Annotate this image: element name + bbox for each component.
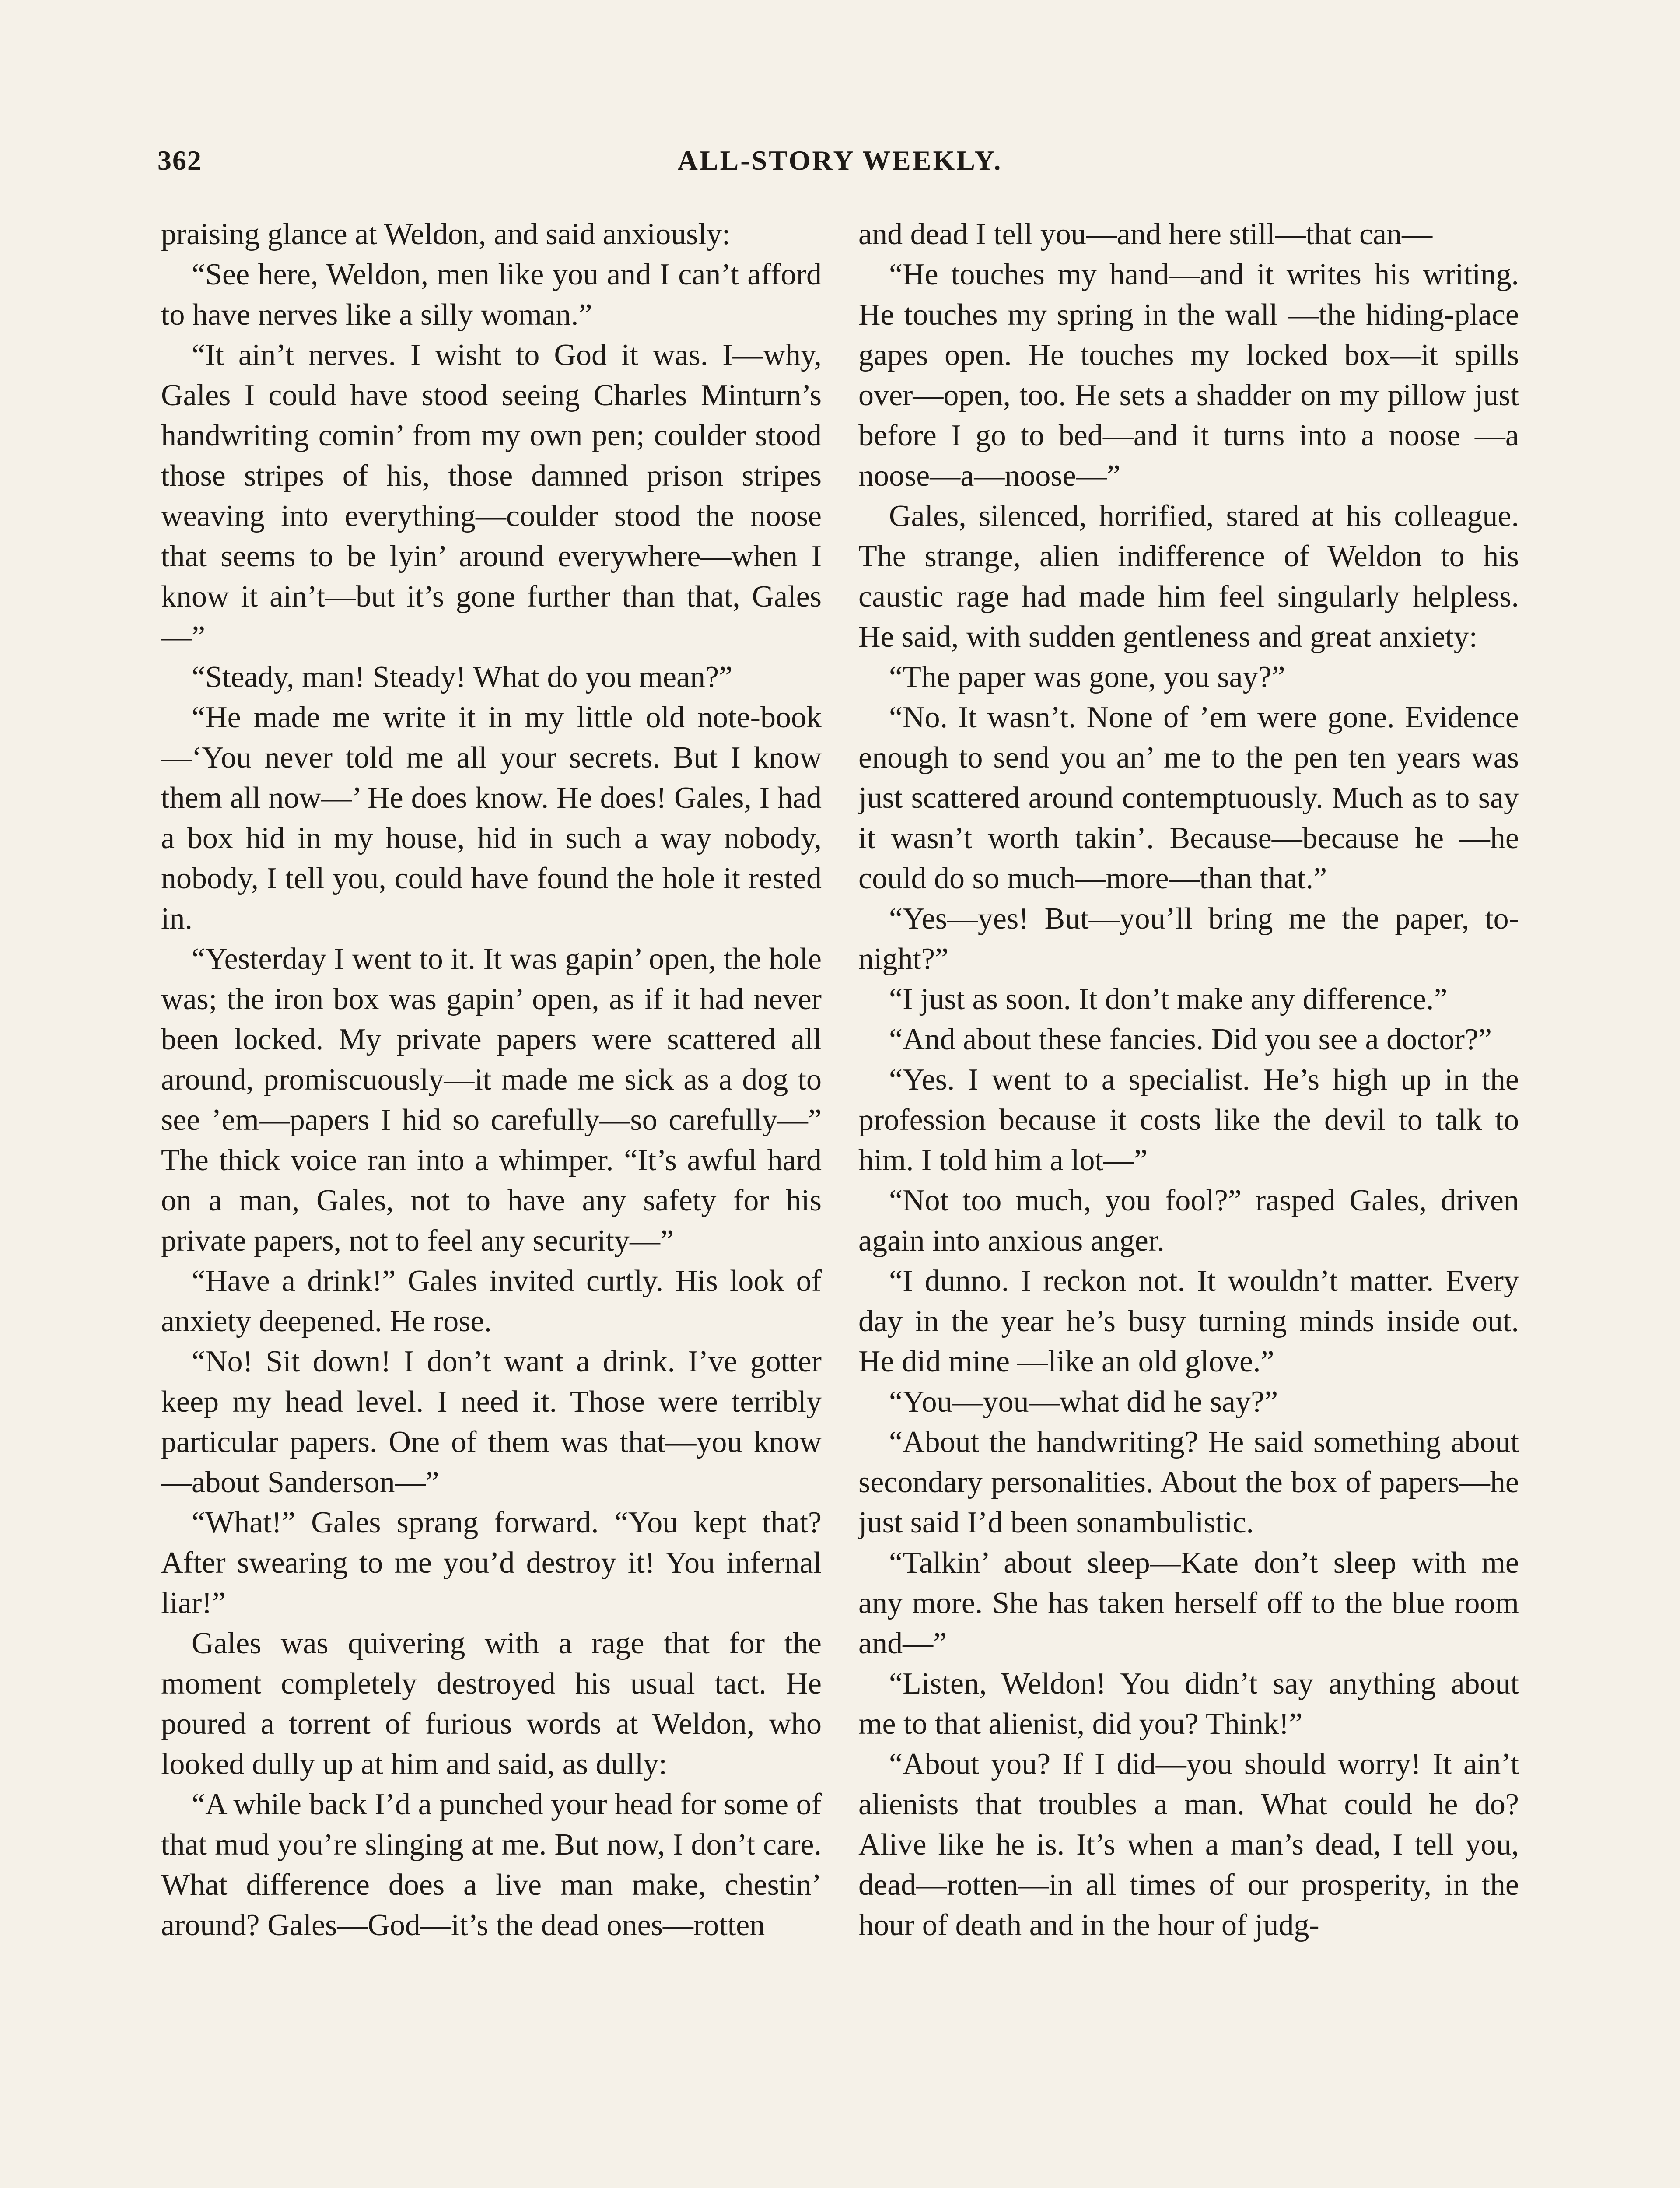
paragraph: “About the handwriting? He said something about secondary personalities. About the box of papers—he just said I’d been sonambulistic. [858,1425,1519,1539]
page-number: 362 [158,145,202,176]
paragraph: “Not too much, you fool?” rasped Gales, driven again into anxious anger. [858,1184,1519,1258]
paragraph: “It ain’t nerves. I wisht to God it was. I—why, Gales I could have stood seeing Charles Minturn’s handwriting comin’ from my own pen; coulder stood those stripes of his, those damned prison stripes weaving into everything—coulder stood the noose that seems to be lyin’ around everywhere—when I know it ain’t—but it’s gone further than that, Gales—” [161,338,822,654]
right-column [858,214,1519,1946]
paragraph: “He touches my hand—and it writes his writing. He touches my spring in the wall —the hiding-place gapes open. He touches my locked box—it spills over—open, too. He sets a shadder on my pillow just before I go to bed—and it turns into a noose —a noose—a—noose—” [858,258,1519,493]
paragraph: “He made me write it in my little old note-book—‘You never told me all your secrets. But I know them all now—’ He does know. He does! Gales, I had a box hid in my house, hid in such a way nobody, nobody, I tell you, could have found the hole it rested in. [161,701,822,936]
paragraph: Gales, silenced, horrified, stared at his colleague. The strange, alien indifference of Weldon to his caustic rage had made him feel singularly helpless. He said, with sudden gentleness and great anxiety: [858,499,1519,654]
paragraph: “No! Sit down! I don’t want a drink. I’ve gotter keep my head level. I need it. Those were terribly particular papers. One of them was that—you know—about Sanderson—” [161,1345,822,1499]
paragraph: “A while back I’d a punched your head for some of that mud you’re slinging at me. But now, I don’t care. What difference does a live man make, chestin’ around? Gales—God—it’s the dead ones—rotten [161,1788,822,1942]
paragraph: “Listen, Weldon! You didn’t say anything about me to that alienist, did you? Think!” [858,1667,1519,1741]
paragraph: “And about these fancies. Did you see a doctor?” [889,1023,1492,1056]
page-header [158,144,1522,193]
paragraph: “Have a drink!” Gales invited curtly. His look of anxiety deepened. He rose. [161,1264,822,1338]
paragraph: “About you? If I did—you should worry! It ain’t alienists that troubles a man. What could he do? Alive like he is. It’s when a man’s dead, I tell you, dead—rotten—in all times of our prosperity, in the hour of death and in the hour of judg- [858,1747,1519,1942]
paragraph: “Yesterday I went to it. It was gapin’ open, the hole was; the iron box was gapin’ open, as if it had never been locked. My private papers were scattered all around, promiscuously—it made me sick as a dog to see ’em—papers I hid so carefully—so carefully—” The thick voice ran into a whimper. “It’s awful hard on a man, Gales, not to have any safety for his private papers, not to feel any security—” [161,942,822,1258]
left-column [161,214,822,1946]
paragraph: “I dunno. I reckon not. It wouldn’t matter. Every day in the year he’s busy turning minds inside out. He did mine —like an old glove.” [858,1264,1519,1378]
paragraph: and dead I tell you—and here still—that can— [858,217,1433,251]
paragraph: Gales was quivering with a rage that for the moment completely destroyed his usual tact. He poured a torrent of furious words at Weldon, who looked dully up at him and said, as dully: [161,1627,822,1781]
paragraph: “See here, Weldon, men like you and I can’t afford to have nerves like a silly woman.” [161,258,822,332]
paragraph: “I just as soon. It don’t make any difference.” [889,982,1448,1016]
paragraph: praising glance at Weldon, and said anxiously: [161,217,731,251]
paragraph: “The paper was gone, you say?” [889,660,1285,694]
paragraph: “No. It wasn’t. None of ’em were gone. Evidence enough to send you an’ me to the pen ten years was just scattered around contemptuously. Much as to say it wasn’t worth takin’. Because—because he —he could do so much—more—than that.” [858,701,1519,895]
paragraph: “Steady, man! Steady! What do you mean?” [192,660,733,694]
paragraph: “Yes—yes! But—you’ll bring me the paper, to-night?” [858,902,1519,976]
paragraph: “You—you—what did he say?” [889,1385,1278,1419]
paragraph: “What!” Gales sprang forward. “You kept that? After swearing to me you’d destroy it! You infernal liar!” [161,1506,822,1620]
running-head: ALL-STORY WEEKLY. [677,145,1003,176]
paragraph: “Talkin’ about sleep—Kate don’t sleep with me any more. She has taken herself off to the blue room and—” [858,1546,1519,1660]
paragraph: “Yes. I went to a specialist. He’s high up in the profession because it costs like the devil to talk to him. I told him a lot—” [858,1063,1519,1177]
